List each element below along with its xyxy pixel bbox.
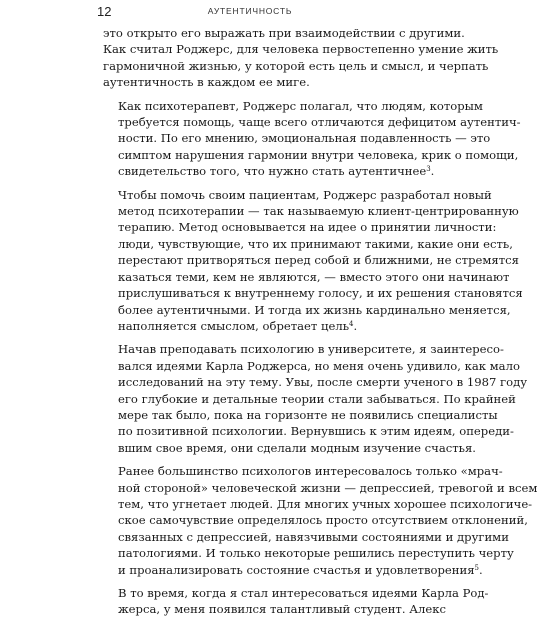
text-line: свидетельство того, что нужно стать аутентичнее — [118, 164, 427, 179]
text-line-with-footnote: наполняется смыслом, обретает цель$^4$. — [118, 318, 358, 333]
text-line: ной стороной» человеческой жизни — депрессией, тревогой и всем — [118, 480, 537, 495]
paragraph — [103, 463, 537, 578]
text-line: требуется помощь, чаще всего отличаются дефицитом аутентич- — [118, 115, 521, 130]
text-line: прислушиваться к внутреннему голосу, и их решения становятся — [118, 286, 523, 301]
text-line: Чтобы помочь своим пациентам, Роджерс разработал новый — [118, 187, 492, 202]
text-line: мере так было, пока на горизонте не появились специалисты — [118, 407, 498, 422]
text-line: метод психотерапии — так называемую клиент-центрированную — [118, 204, 519, 219]
text-line: более аутентичными. И тогда их жизнь кардинально меняется, — [118, 302, 511, 317]
text-line: патологиями. И только некоторые решились переступить черту — [118, 546, 514, 561]
text-line: вался идеями Карла Роджерса, но меня очень удивило, как мало — [118, 358, 520, 373]
text-line: перестают притворяться перед собой и ближними, не стремятся — [118, 253, 519, 268]
text-line: Как считал Роджерс, для человека первостепенно умение жить — [103, 42, 499, 57]
text-line: ности. По его мнению, эмоциональная подавленность — это — [118, 131, 491, 146]
footnote-marker[interactable]: 3 — [426, 165, 431, 174]
text-line-with-footnote: и проанализировать состояние счастья и удовлетворения$^5$. — [118, 562, 483, 577]
text-line: терапию. Метод основывается на идее о принятии личности: — [118, 220, 497, 235]
footnote-marker[interactable]: 5 — [474, 563, 479, 572]
text-line: гармоничной жизнью, у которой есть цель и смысл, и черпать — [103, 58, 489, 73]
text-line: симптом нарушения гармонии внутри человека, крик о помощи, — [118, 147, 519, 162]
text-line: его глубокие и детальные теории стали забываться. По крайней — [118, 391, 516, 406]
text-line: жерса, у меня появился талантливый студент. Алекс — [118, 602, 446, 617]
page-number: 12 — [97, 4, 112, 19]
text-line: тем, что угнетает людей. Для многих учных хорошее психологиче- — [118, 496, 533, 511]
text-line: и проанализировать состояние счастья и удовлетворения — [118, 562, 475, 577]
text-line: по позитивной психологии. Вернувшись к этим идеям, опереди- — [118, 424, 514, 439]
paragraph — [103, 341, 528, 456]
text-line: связанных с депрессией, навязчивыми состояниями и другими — [118, 529, 509, 544]
paragraph — [103, 585, 489, 618]
text-line: вшим свое время, они сделали модным изучение счастья. — [118, 440, 476, 455]
body-text — [103, 25, 537, 625]
paragraph — [103, 187, 523, 335]
text-line: это открыто его выражать при взаимодействии с другими. — [103, 26, 465, 40]
paragraph — [103, 25, 499, 91]
running-title: АУТЕНТИЧНОСТЬ — [207, 6, 293, 16]
text-line: Ранее большинство психологов интересовалось только «мрач- — [118, 464, 503, 479]
text-line: люди, чувствующие, что их принимают такими, какие они есть, — [118, 236, 513, 251]
text-line: Начав преподавать психологию в университете, я заинтересо- — [118, 342, 504, 357]
paragraph — [103, 98, 521, 180]
text-line: Как психотерапевт, Роджерс полагал, что людям, которым — [118, 98, 483, 113]
text-line: наполняется смыслом, обретает цель — [118, 318, 350, 333]
text-line: аутентичность в каждом ее миге. — [103, 75, 310, 90]
text-line: казаться теми, кем не являются, — вместо этого они начинают — [118, 269, 510, 284]
text-line-with-footnote: свидетельство того, что нужно стать аутентичнее$^3$. — [118, 164, 435, 179]
text-line: В то время, когда я стал интересоваться идеями Карла Род- — [118, 586, 489, 600]
footnote-marker[interactable]: 4 — [349, 319, 354, 328]
text-line: ское самочувствие определялось просто отсутствием отклонений, — [118, 513, 528, 528]
text-line: исследований на эту тему. Увы, после смерти ученого в 1987 году — [118, 375, 528, 390]
